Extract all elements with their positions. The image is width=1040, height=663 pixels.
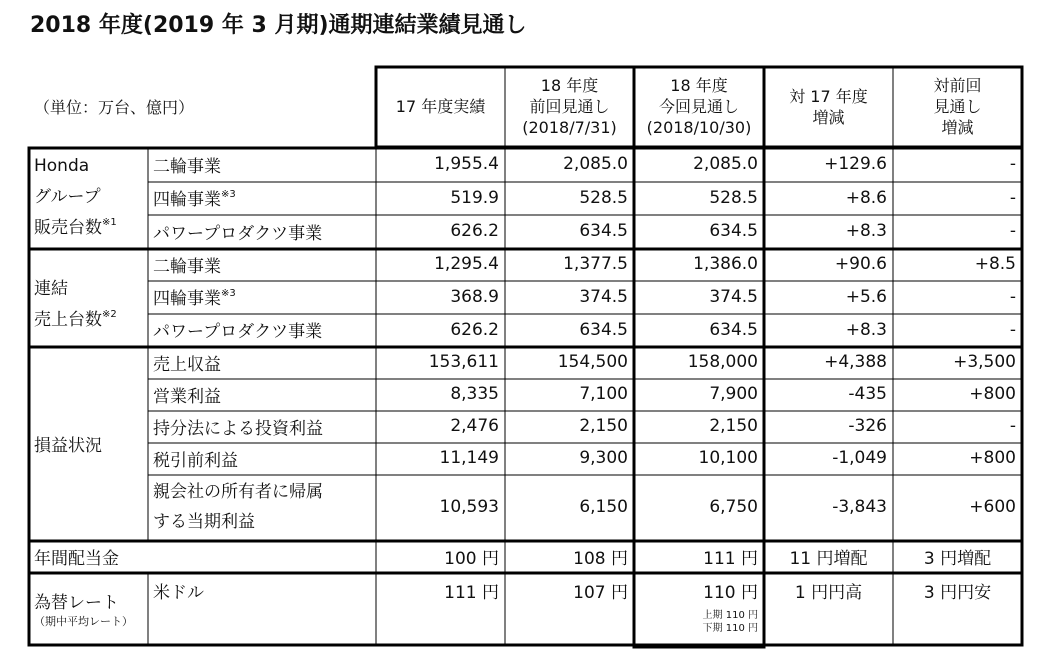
cell-vs17: +5.6 <box>845 286 887 307</box>
row-label: 四輪事業$^{※3}$ <box>153 288 236 309</box>
cell-prev: 9,300 <box>579 448 628 468</box>
cell-prev: 528.5 <box>579 187 628 208</box>
cell-vsprev: +3,500 <box>953 352 1016 372</box>
cell-vs17: +8.6 <box>845 187 887 208</box>
cell-vsprev: +800 <box>969 384 1016 404</box>
row-label: 四輪事業$^{※3}$ <box>153 189 236 210</box>
group-label-honda-sales: Honda グループ 販売台数$^{※1}$ <box>34 156 117 238</box>
cell-vs17: +8.3 <box>845 221 887 241</box>
cell-fy17: 2,476 <box>450 416 499 436</box>
row-label-fx: 為替レート （期中平均レート） <box>34 592 133 628</box>
table-row <box>28 442 1022 474</box>
cell-vs17: 1 円円高 <box>794 583 863 603</box>
table-row-dividend <box>28 540 1022 572</box>
table-row <box>28 346 1022 378</box>
cell-fy17: 11,149 <box>439 448 499 468</box>
cell-prev: 2,150 <box>579 416 628 436</box>
header-current-forecast: 18 年度 今回見通し (2018/10/30) <box>646 76 752 137</box>
row-label: パワープロダクツ事業 <box>153 322 323 342</box>
cell-vsprev: +8.5 <box>974 254 1016 274</box>
cell-fy17: 8,335 <box>450 384 499 404</box>
header-vs-fy17: 対 17 年度 増減 <box>789 86 868 127</box>
row-label: 持分法による投資利益 <box>153 418 323 439</box>
cell-curr: 374.5 <box>709 286 758 307</box>
row-label: 親会社の所有者に帰属 する当期利益 <box>153 482 323 532</box>
cell-fy17: 368.9 <box>450 286 499 307</box>
cell-prev: 7,100 <box>579 384 628 404</box>
unit-label: （単位：万台、億円） <box>34 98 195 117</box>
table-row <box>28 280 1022 313</box>
cell-fy17: 153,611 <box>428 352 499 372</box>
cell-prev: 634.5 <box>579 319 628 340</box>
header-fy17: 17 年度実績 <box>395 97 486 116</box>
cell-prev: 1,377.5 <box>563 254 628 274</box>
cell-vsprev: - <box>1009 154 1016 174</box>
cell-fy17: 111 円 <box>444 583 499 603</box>
cell-vsprev: - <box>1009 221 1016 241</box>
table-row-fx <box>28 572 1022 644</box>
cell-vsprev: - <box>1009 187 1016 208</box>
table-row <box>28 474 1022 540</box>
cell-fy17: 1,295.4 <box>434 254 499 274</box>
row-label: 年間配当金 <box>34 548 119 569</box>
cell-curr: 634.5 <box>709 221 758 241</box>
header-vs-prev: 対前回 見通し 増減 <box>933 76 982 137</box>
cell-vs17: -1,049 <box>832 448 887 468</box>
cell-fy17: 10,593 <box>439 497 499 517</box>
forecast-table <box>28 66 1022 644</box>
cell-vsprev: - <box>1009 319 1016 340</box>
cell-vsprev: +800 <box>969 448 1016 468</box>
cell-prev: 374.5 <box>579 286 628 307</box>
header-prev-forecast: 18 年度 前回見通し (2018/7/31) <box>522 76 617 137</box>
cell-curr: 110 円 上期 110 円 下期 110 円 <box>702 583 758 634</box>
cell-curr: 2,150 <box>709 416 758 436</box>
row-label: 二輪事業 <box>153 256 221 277</box>
cell-vs17: -3,843 <box>832 497 887 517</box>
cell-curr: 111 円 <box>703 548 758 569</box>
cell-fy17: 626.2 <box>450 319 499 340</box>
cell-fy17: 519.9 <box>450 187 499 208</box>
cell-vsprev: - <box>1009 286 1016 307</box>
cell-vs17: -435 <box>848 384 887 404</box>
cell-prev: 107 円 <box>573 583 628 603</box>
cell-vsprev: 3 円円安 <box>923 583 992 603</box>
cell-vs17: 11 円増配 <box>789 548 868 569</box>
cell-prev: 634.5 <box>579 221 628 241</box>
cell-curr: 7,900 <box>709 384 758 404</box>
row-label: 税引前利益 <box>153 450 238 471</box>
row-label: 米ドル <box>153 583 204 603</box>
table-row <box>28 378 1022 410</box>
cell-vs17: +4,388 <box>824 352 887 372</box>
cell-curr: 1,386.0 <box>693 254 758 274</box>
row-label: 営業利益 <box>153 386 221 407</box>
table-row <box>28 147 1022 181</box>
cell-prev: 108 円 <box>573 548 628 569</box>
cell-fy17: 1,955.4 <box>434 154 499 174</box>
cell-curr: 6,750 <box>709 497 758 517</box>
row-label: 売上収益 <box>153 354 221 375</box>
group-label-pl: 損益状況 <box>34 435 102 456</box>
cell-vsprev: +600 <box>969 497 1016 517</box>
cell-vsprev: - <box>1009 416 1016 436</box>
cell-curr: 634.5 <box>709 319 758 340</box>
cell-vs17: +8.3 <box>845 319 887 340</box>
cell-fy17: 626.2 <box>450 221 499 241</box>
header-row <box>28 66 1022 147</box>
cell-vsprev: 3 円増配 <box>923 548 992 569</box>
cell-curr: 528.5 <box>709 187 758 208</box>
cell-prev: 2,085.0 <box>563 154 628 174</box>
cell-curr: 10,100 <box>698 448 758 468</box>
group-label-consolidated-sales: 連結 売上台数$^{※2}$ <box>34 279 117 330</box>
table-row <box>28 214 1022 248</box>
table-row <box>28 181 1022 214</box>
cell-vs17: +129.6 <box>824 154 887 174</box>
table-row <box>28 410 1022 442</box>
cell-prev: 154,500 <box>557 352 628 372</box>
table-row <box>28 248 1022 280</box>
cell-vs17: +90.6 <box>834 254 887 274</box>
row-label: パワープロダクツ事業 <box>153 223 323 244</box>
page-title: 2018 年度(2019 年 3 月期)通期連結業績見通し <box>30 13 527 38</box>
cell-curr: 2,085.0 <box>693 154 758 174</box>
table-row <box>28 313 1022 346</box>
cell-vs17: -326 <box>848 416 887 436</box>
cell-curr: 158,000 <box>687 352 758 372</box>
cell-fy17: 100 円 <box>444 548 499 569</box>
row-label: 二輪事業 <box>153 156 221 177</box>
cell-prev: 6,150 <box>579 497 628 517</box>
